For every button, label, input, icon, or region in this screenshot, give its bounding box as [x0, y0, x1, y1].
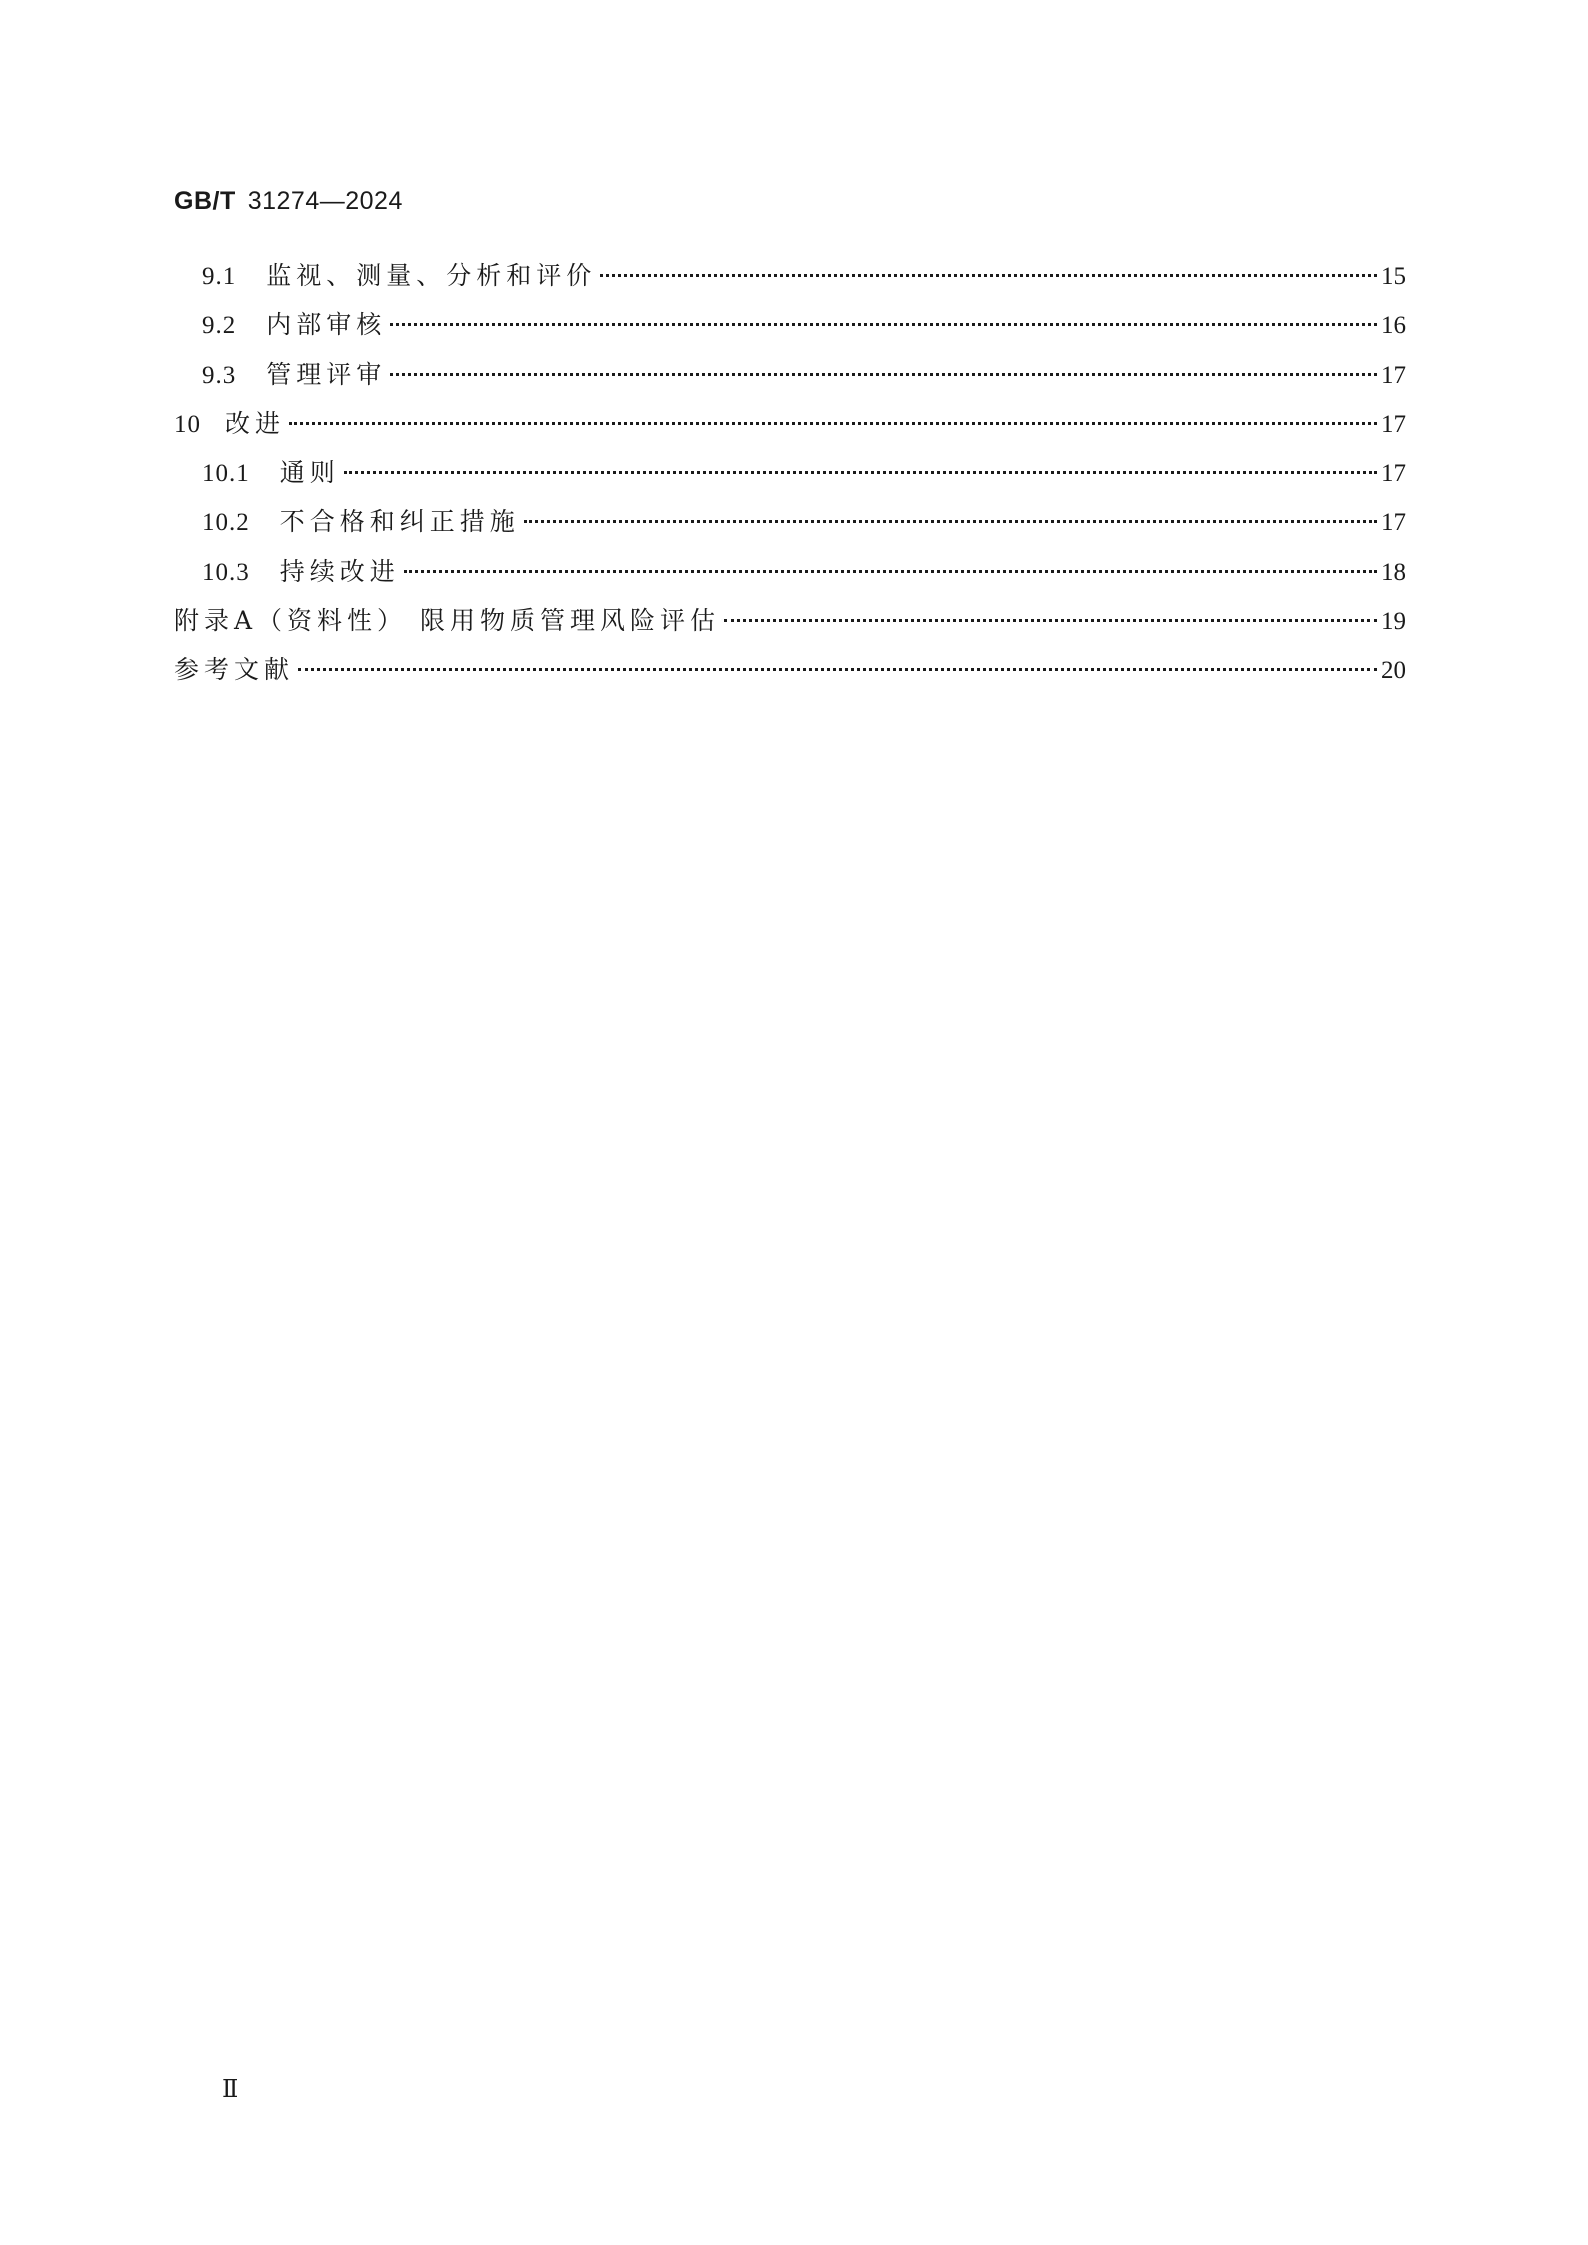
- toc-entry-title: 附录A（资料性） 限用物质管理风险评估: [174, 606, 721, 636]
- toc-entry-page: 15: [1381, 263, 1406, 290]
- toc-entry-10-2[interactable]: [174, 502, 1406, 551]
- toc-leader-dots: [390, 373, 1377, 376]
- toc-entry-page: 17: [1381, 410, 1406, 438]
- toc-entry-page: 17: [1381, 361, 1406, 389]
- toc-entry-9-1[interactable]: [174, 256, 1406, 305]
- toc-entry-number: 9.3: [202, 361, 237, 389]
- toc-entry-title: 不合格和纠正措施: [279, 507, 520, 537]
- toc-leader-dots: [344, 471, 1377, 474]
- toc-leader-dots: [390, 323, 1377, 326]
- toc-entry-9-2[interactable]: [174, 305, 1406, 354]
- toc-leader-dots: [600, 274, 1377, 277]
- toc-entry-number: 10: [174, 410, 201, 438]
- toc-leader-dots: [298, 668, 1377, 671]
- toc-leader-dots: [524, 520, 1377, 523]
- toc-entry-number: 9.1: [202, 263, 237, 290]
- toc-entry-10-3[interactable]: [174, 552, 1406, 601]
- toc-entry-page: 18: [1381, 558, 1406, 586]
- toc-entry-page: 19: [1381, 608, 1406, 636]
- toc-entry-page: 20: [1381, 657, 1406, 685]
- toc-entry-title: 管理评审: [266, 359, 387, 389]
- toc-entry-title: 通则: [279, 458, 340, 488]
- toc-entry-appendix-a[interactable]: [174, 601, 1406, 650]
- toc-leader-dots: [404, 570, 1377, 573]
- standard-number: 31274—2024: [247, 187, 403, 215]
- toc-entry-title: 持续改进: [279, 556, 400, 586]
- page-header: [174, 186, 403, 216]
- toc-entry-number: 9.2: [202, 312, 237, 340]
- standard-code: GB/T: [174, 187, 236, 215]
- toc-entry-number: 10.2: [202, 509, 250, 537]
- toc-entry-title: 参考文献: [174, 655, 295, 685]
- toc-entry-title: 监视、测量、分析和评价: [266, 261, 597, 290]
- toc-entry-page: 16: [1381, 312, 1406, 340]
- toc-entry-9-3[interactable]: [174, 355, 1406, 404]
- toc-entry-10[interactable]: [174, 404, 1406, 453]
- toc-leader-dots: [724, 619, 1377, 622]
- toc-leader-dots: [289, 422, 1377, 425]
- toc-entry-page: 17: [1381, 509, 1406, 537]
- toc-entry-page: 17: [1381, 460, 1406, 488]
- toc-entry-number: 10.1: [202, 460, 250, 488]
- toc-entry-number: 10.3: [202, 558, 250, 586]
- toc-entry-10-1[interactable]: [174, 453, 1406, 502]
- table-of-contents: [174, 256, 1406, 700]
- toc-entry-title: 改进: [225, 408, 286, 438]
- toc-entry-references[interactable]: [174, 650, 1406, 699]
- toc-entry-title: 内部审核: [266, 310, 387, 340]
- page-number: Ⅱ: [222, 2077, 239, 2103]
